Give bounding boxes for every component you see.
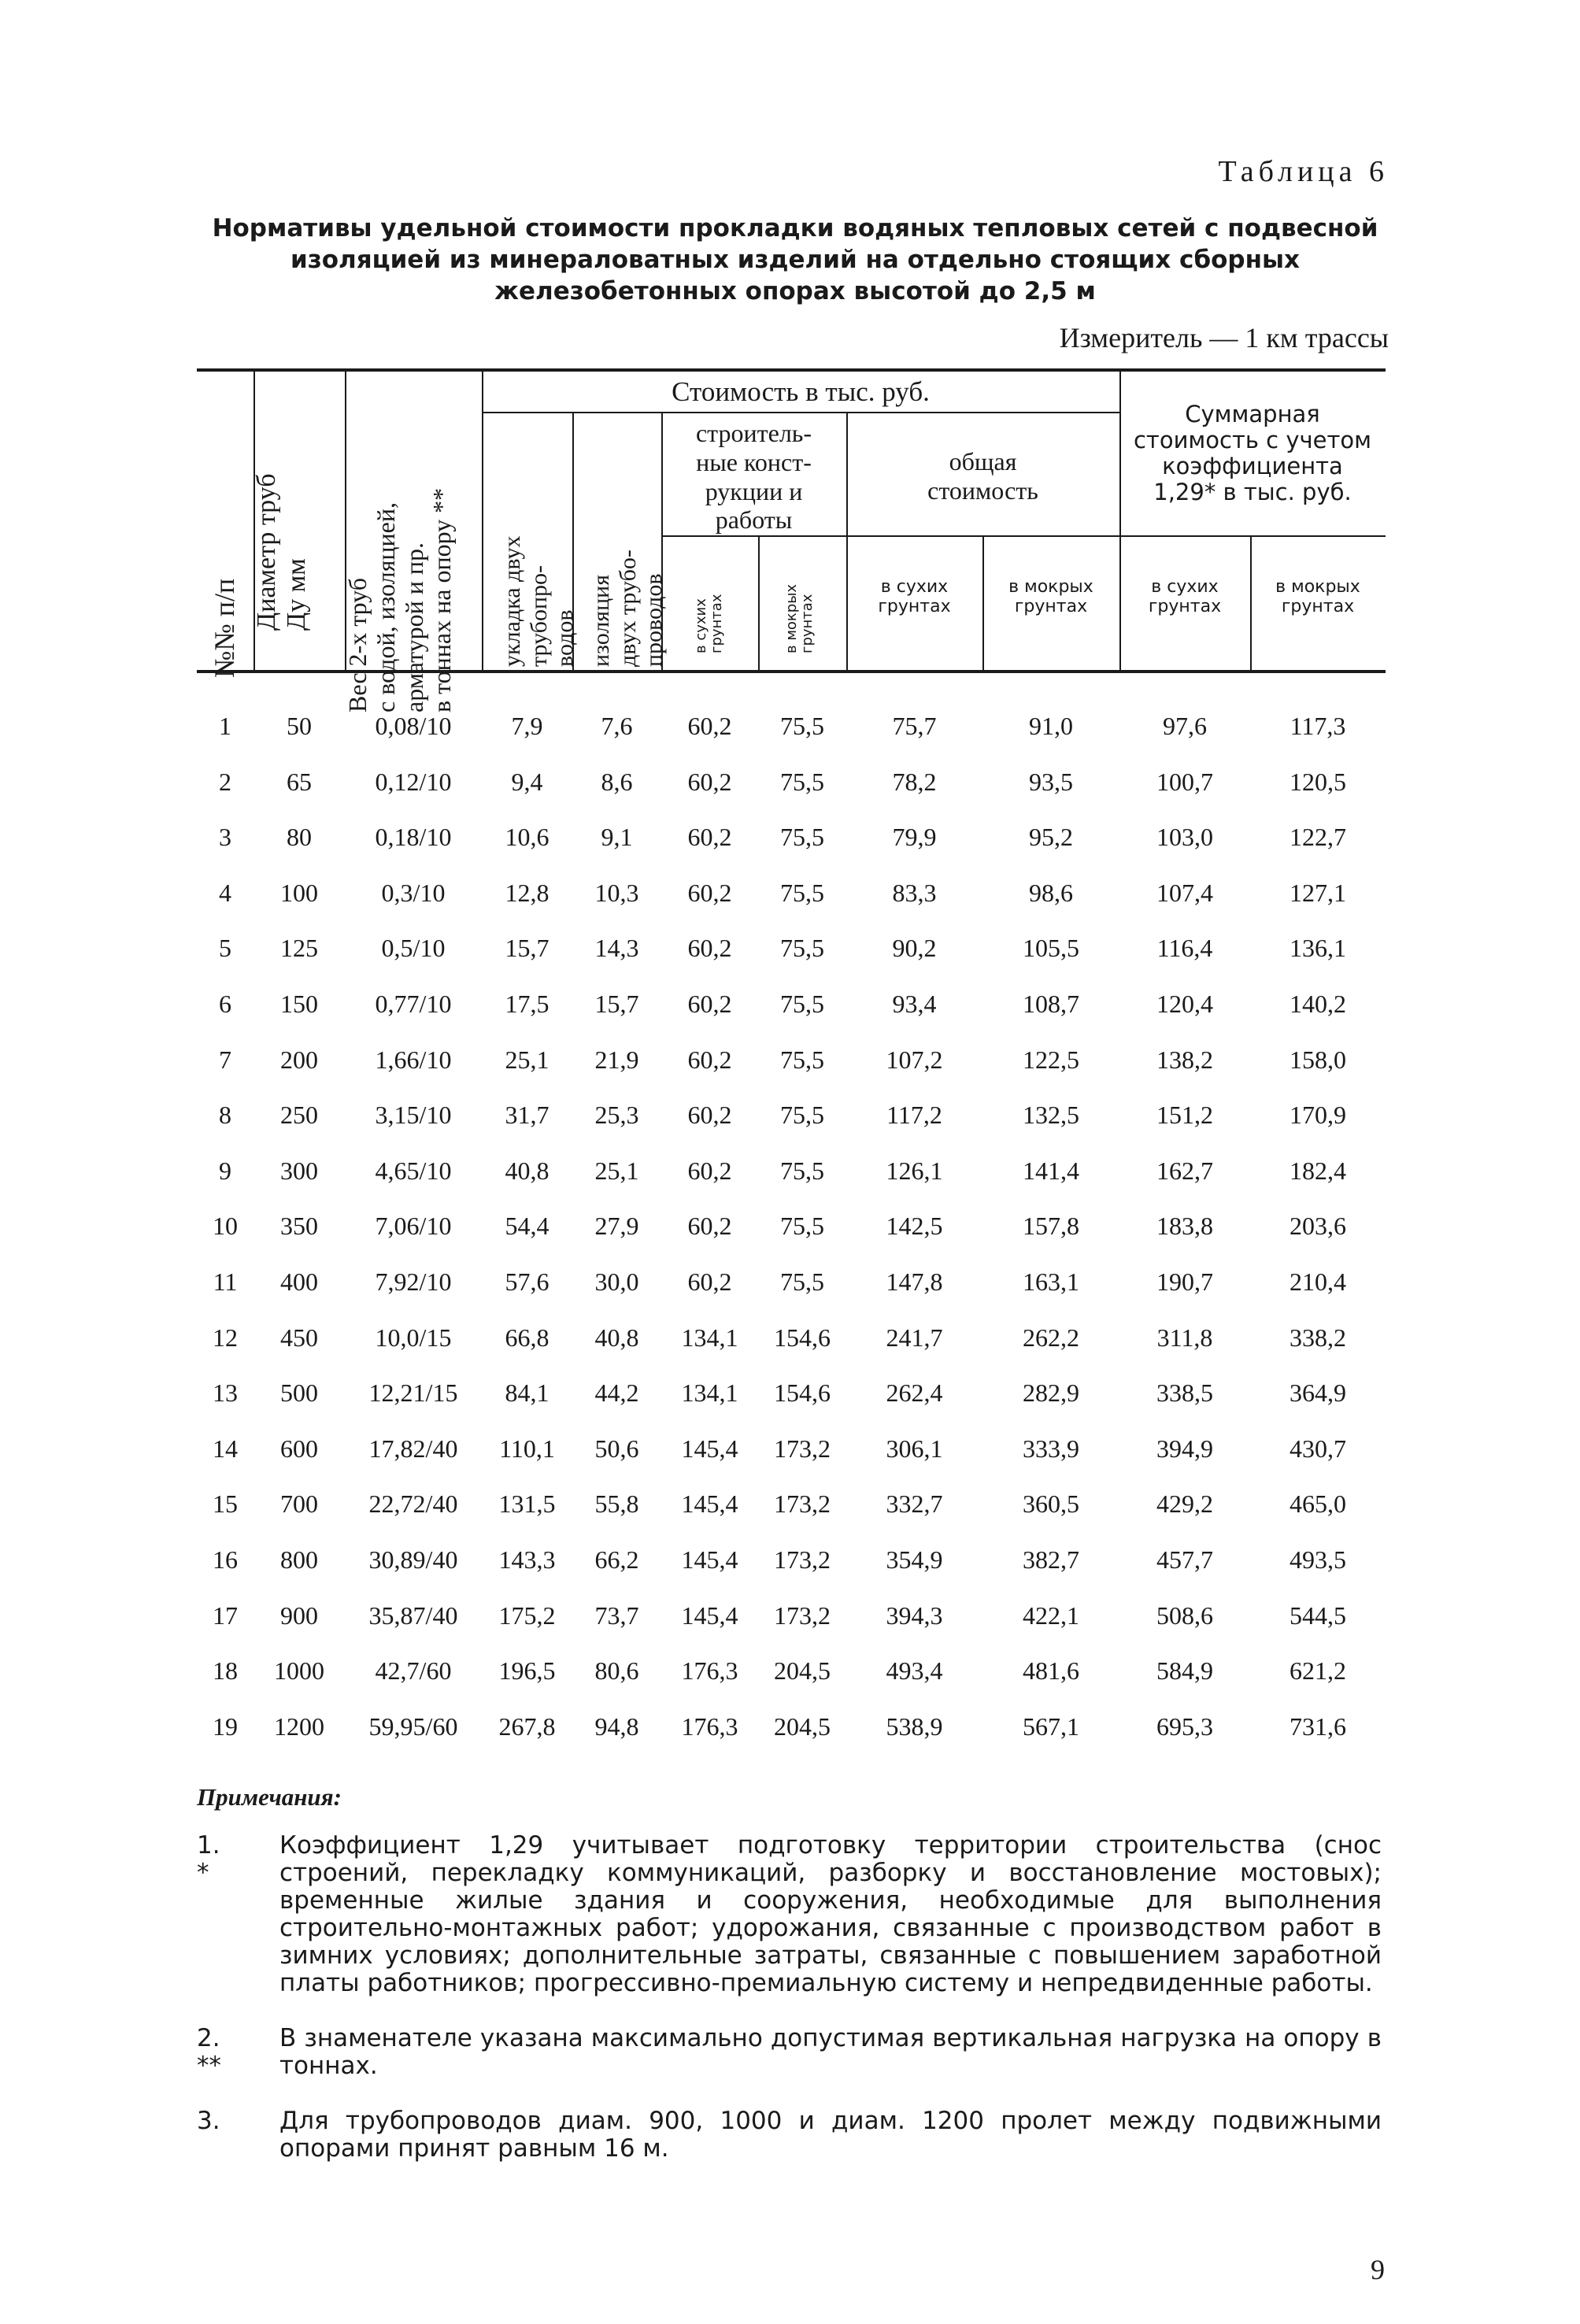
cell-weight: 7,92/10 — [375, 1267, 452, 1296]
cell-structures-dry: 60,2 — [687, 1267, 732, 1296]
cell-laying: 12,8 — [505, 879, 549, 907]
cell-sum-dry: 457,7 — [1156, 1545, 1213, 1574]
title-line: изоляцией из минераловатных изделий на отдельно стоящих сборных — [290, 246, 1301, 274]
cell-total-wet: 567,1 — [1023, 1712, 1079, 1741]
cell-num: 17 — [213, 1601, 238, 1630]
cell-structures-dry: 60,2 — [687, 934, 732, 962]
cell-sum-wet: 170,9 — [1290, 1101, 1346, 1129]
cell-weight: 17,82/40 — [368, 1434, 458, 1463]
cell-num: 18 — [213, 1656, 238, 1685]
cell-sum-wet: 122,7 — [1290, 823, 1346, 851]
cell-total-wet: 262,2 — [1023, 1323, 1079, 1352]
cell-total-wet: 141,4 — [1023, 1156, 1079, 1185]
cell-sum-dry: 584,9 — [1156, 1656, 1213, 1685]
header-sum-dry: в сухих грунтах — [1148, 577, 1222, 617]
cell-laying: 267,8 — [498, 1712, 556, 1741]
cell-sum-dry: 116,4 — [1156, 934, 1213, 962]
cell-num: 13 — [213, 1378, 238, 1407]
cell-total-wet: 98,6 — [1029, 879, 1073, 907]
cell-total-dry: 262,4 — [886, 1378, 943, 1407]
header-structures-wet: в мокрых грунтах — [783, 583, 816, 653]
cell-total-wet: 382,7 — [1023, 1545, 1079, 1574]
cell-structures-dry: 145,4 — [681, 1601, 738, 1630]
col-rule — [758, 537, 760, 672]
cell-total-dry: 354,9 — [886, 1545, 943, 1574]
cell-num: 15 — [213, 1490, 238, 1518]
cell-laying: 15,7 — [505, 934, 549, 962]
note-number: 2. ** — [197, 2024, 221, 2080]
cell-weight: 10,0/15 — [375, 1323, 452, 1352]
cell-total-dry: 142,5 — [886, 1212, 943, 1240]
cell-structures-wet: 75,5 — [780, 1045, 824, 1074]
table-label: Таблица 6 — [1218, 155, 1389, 188]
cell-sum-dry: 429,2 — [1156, 1490, 1213, 1518]
cell-diameter: 300 — [280, 1156, 318, 1185]
cell-total-wet: 333,9 — [1023, 1434, 1079, 1463]
cell-sum-dry: 183,8 — [1156, 1212, 1213, 1240]
cell-total-wet: 105,5 — [1023, 934, 1079, 962]
cell-num: 7 — [219, 1045, 231, 1074]
note-text: Коэффициент 1,29 учитывает подготовку территории строительства (снос строений, перекладку коммуникаций, разборку и восстановление мостовых); временные жилые здания и сооружения, необходимые для выполнения строительно-монтажных работ; удорожания, связанные с производством работ в зимних условиях; дополнительные затраты, связанные с повышением заработной платы работников; прогрессивно-премиальную систему и непредвиденные работы. — [279, 1831, 1382, 1997]
cell-total-wet: 132,5 — [1023, 1101, 1079, 1129]
title-line: Нормативы удельной стоимости прокладки водяных тепловых сетей с подвесной — [212, 214, 1378, 242]
cell-weight: 0,5/10 — [381, 934, 446, 962]
cell-sum-dry: 394,9 — [1156, 1434, 1213, 1463]
header-total: общая стоимость — [927, 447, 1038, 505]
cell-sum-wet: 210,4 — [1290, 1267, 1346, 1296]
cell-laying: 9,4 — [511, 768, 543, 796]
header-sum-wet: в мокрых грунтах — [1275, 577, 1360, 617]
cell-structures-wet: 75,5 — [780, 712, 824, 740]
cell-structures-dry: 60,2 — [687, 1156, 732, 1185]
page-number: 9 — [1371, 2254, 1385, 2285]
header-insulation: изоляция двух трубо- проводов — [588, 550, 668, 667]
cell-insulation: 50,6 — [594, 1434, 639, 1463]
cell-weight: 30,89/40 — [368, 1545, 458, 1574]
cell-laying: 110,1 — [499, 1434, 555, 1463]
cell-laying: 7,9 — [511, 712, 543, 740]
cell-laying: 84,1 — [505, 1378, 549, 1407]
cell-structures-dry: 176,3 — [681, 1712, 738, 1741]
cell-insulation: 40,8 — [594, 1323, 639, 1352]
cell-structures-dry: 60,2 — [687, 1045, 732, 1074]
cell-sum-dry: 338,5 — [1156, 1378, 1213, 1407]
cell-insulation: 9,1 — [601, 823, 633, 851]
cell-weight: 1,66/10 — [375, 1045, 452, 1074]
cell-num: 6 — [219, 990, 231, 1018]
cell-num: 9 — [219, 1156, 231, 1185]
cell-diameter: 700 — [280, 1490, 318, 1518]
cell-num: 14 — [213, 1434, 238, 1463]
cell-structures-wet: 173,2 — [774, 1434, 831, 1463]
cell-weight: 0,3/10 — [381, 879, 446, 907]
cell-structures-wet: 173,2 — [774, 1490, 831, 1518]
cell-structures-dry: 145,4 — [681, 1434, 738, 1463]
cell-structures-wet: 204,5 — [774, 1656, 831, 1685]
sum-subgroup-rule — [1119, 535, 1386, 537]
cell-num: 16 — [213, 1545, 238, 1574]
cell-structures-dry: 176,3 — [681, 1656, 738, 1685]
cell-total-dry: 78,2 — [892, 768, 937, 796]
cell-sum-wet: 493,5 — [1290, 1545, 1346, 1574]
cell-total-wet: 95,2 — [1029, 823, 1073, 851]
note-number: 1. * — [197, 1831, 220, 1887]
cell-sum-wet: 136,1 — [1290, 934, 1346, 962]
cell-num: 5 — [219, 934, 231, 962]
cell-laying: 40,8 — [505, 1156, 549, 1185]
cell-structures-dry: 134,1 — [681, 1323, 738, 1352]
cell-insulation: 15,7 — [594, 990, 639, 1018]
cell-insulation: 14,3 — [594, 934, 639, 962]
cell-insulation: 73,7 — [594, 1601, 639, 1630]
cell-laying: 143,3 — [498, 1545, 556, 1574]
cell-diameter: 1200 — [274, 1712, 324, 1741]
cell-num: 4 — [219, 879, 231, 907]
cell-insulation: 44,2 — [594, 1378, 639, 1407]
cell-weight: 4,65/10 — [375, 1156, 452, 1185]
note-text: В знаменателе указана максимально допустимая вертикальная нагрузка на опору в тоннах. — [279, 2024, 1382, 2080]
cell-total-wet: 91,0 — [1029, 712, 1073, 740]
header-sum: Суммарная стоимость с учетом коэффициента 1,29* в тыс. руб. — [1133, 401, 1371, 505]
cell-total-dry: 107,2 — [886, 1045, 943, 1074]
cell-sum-wet: 338,2 — [1290, 1323, 1346, 1352]
cell-total-wet: 422,1 — [1023, 1601, 1079, 1630]
cell-total-dry: 90,2 — [892, 934, 937, 962]
cell-structures-wet: 75,5 — [780, 1156, 824, 1185]
cell-diameter: 100 — [280, 879, 318, 907]
cell-laying: 54,4 — [505, 1212, 549, 1240]
cell-num: 2 — [219, 768, 231, 796]
cell-sum-wet: 465,0 — [1290, 1490, 1346, 1518]
cell-sum-wet: 127,1 — [1290, 879, 1346, 907]
cell-sum-wet: 158,0 — [1290, 1045, 1346, 1074]
cell-sum-dry: 120,4 — [1156, 990, 1213, 1018]
header-structures: строитель- ные конст- рукции и работы — [695, 419, 812, 535]
cell-structures-wet: 75,5 — [780, 1212, 824, 1240]
note-number: 3. — [197, 2107, 220, 2135]
cell-total-dry: 83,3 — [892, 879, 937, 907]
cell-num: 19 — [213, 1712, 238, 1741]
group-rule — [482, 412, 1119, 413]
header-cost-group: Стоимость в тыс. руб. — [672, 376, 930, 407]
cell-total-dry: 493,4 — [886, 1656, 943, 1685]
cell-sum-dry: 138,2 — [1156, 1045, 1213, 1074]
cell-structures-dry: 60,2 — [687, 768, 732, 796]
cell-insulation: 25,3 — [594, 1101, 639, 1129]
cell-structures-dry: 60,2 — [687, 823, 732, 851]
cell-structures-dry: 60,2 — [687, 1101, 732, 1129]
cell-num: 12 — [213, 1323, 238, 1352]
cell-sum-dry: 97,6 — [1163, 712, 1207, 740]
cell-structures-wet: 75,5 — [780, 823, 824, 851]
cell-total-dry: 306,1 — [886, 1434, 943, 1463]
cell-weight: 0,12/10 — [375, 768, 452, 796]
cell-total-wet: 93,5 — [1029, 768, 1073, 796]
cell-weight: 7,06/10 — [375, 1212, 452, 1240]
cell-structures-dry: 134,1 — [681, 1378, 738, 1407]
subgroup-rule — [661, 535, 1119, 537]
cell-sum-wet: 364,9 — [1290, 1378, 1346, 1407]
cell-insulation: 25,1 — [594, 1156, 639, 1185]
cell-sum-dry: 190,7 — [1156, 1267, 1213, 1296]
cell-insulation: 94,8 — [594, 1712, 639, 1741]
cell-total-dry: 147,8 — [886, 1267, 943, 1296]
cell-sum-wet: 117,3 — [1290, 712, 1346, 740]
cell-structures-dry: 60,2 — [687, 879, 732, 907]
cell-diameter: 500 — [280, 1378, 318, 1407]
cell-total-dry: 126,1 — [886, 1156, 943, 1185]
cell-insulation: 7,6 — [601, 712, 633, 740]
cell-weight: 22,72/40 — [368, 1490, 458, 1518]
cell-structures-wet: 75,5 — [780, 768, 824, 796]
cell-total-dry: 538,9 — [886, 1712, 943, 1741]
cell-total-dry: 394,3 — [886, 1601, 943, 1630]
notes-title: Примечания: — [197, 1783, 342, 1811]
cell-insulation: 21,9 — [594, 1045, 639, 1074]
cell-num: 1 — [219, 712, 231, 740]
cell-laying: 17,5 — [505, 990, 549, 1018]
cell-weight: 0,08/10 — [375, 712, 452, 740]
cell-total-wet: 108,7 — [1023, 990, 1079, 1018]
cell-structures-dry: 60,2 — [687, 712, 732, 740]
header-laying: укладка двух трубопро- водов — [499, 535, 579, 667]
cell-total-wet: 481,6 — [1023, 1656, 1079, 1685]
cell-structures-wet: 204,5 — [774, 1712, 831, 1741]
cell-insulation: 55,8 — [594, 1490, 639, 1518]
cell-structures-wet: 154,6 — [774, 1378, 831, 1407]
cell-num: 10 — [213, 1212, 238, 1240]
cell-diameter: 150 — [280, 990, 318, 1018]
cell-structures-dry: 60,2 — [687, 1212, 732, 1240]
unit-label: Измеритель — 1 км трассы — [1059, 322, 1389, 353]
cell-total-wet: 122,5 — [1023, 1045, 1079, 1074]
cell-insulation: 27,9 — [594, 1212, 639, 1240]
cell-sum-dry: 695,3 — [1156, 1712, 1213, 1741]
cell-structures-wet: 75,5 — [780, 990, 824, 1018]
cell-structures-wet: 75,5 — [780, 879, 824, 907]
cell-num: 11 — [213, 1267, 238, 1296]
cell-laying: 31,7 — [505, 1101, 549, 1129]
note-text: Для трубопроводов диам. 900, 1000 и диам. 1200 пролет между подвижными опорами принят равным 16 м. — [279, 2107, 1382, 2163]
cell-sum-dry: 311,8 — [1156, 1323, 1213, 1352]
cell-insulation: 8,6 — [601, 768, 633, 796]
cell-total-wet: 360,5 — [1023, 1490, 1079, 1518]
cell-diameter: 50 — [287, 712, 312, 740]
cell-sum-wet: 182,4 — [1290, 1156, 1346, 1185]
cell-structures-wet: 173,2 — [774, 1601, 831, 1630]
cell-diameter: 900 — [280, 1601, 318, 1630]
cell-total-dry: 241,7 — [886, 1323, 943, 1352]
cell-diameter: 200 — [280, 1045, 318, 1074]
cell-diameter: 800 — [280, 1545, 318, 1574]
header-total-dry: в сухих грунтах — [878, 577, 951, 617]
cell-insulation: 10,3 — [594, 879, 639, 907]
cell-insulation: 30,0 — [594, 1267, 639, 1296]
cell-laying: 66,8 — [505, 1323, 549, 1352]
cell-sum-wet: 140,2 — [1290, 990, 1346, 1018]
cell-total-wet: 163,1 — [1023, 1267, 1079, 1296]
cell-structures-dry: 145,4 — [681, 1490, 738, 1518]
cell-structures-wet: 173,2 — [774, 1545, 831, 1574]
header-diameter: Диаметр труб Ду мм — [252, 473, 312, 631]
header-structures-dry: в сухих грунтах — [693, 594, 726, 653]
cell-insulation: 80,6 — [594, 1656, 639, 1685]
cell-insulation: 66,2 — [594, 1545, 639, 1574]
cell-diameter: 80 — [287, 823, 312, 851]
cell-weight: 0,77/10 — [375, 990, 452, 1018]
cell-weight: 35,87/40 — [368, 1601, 458, 1630]
cell-laying: 131,5 — [498, 1490, 556, 1518]
header-weight: Вес 2-х труб с водой, изоляцией, арматурой и пр. в тоннах на опору ** — [343, 487, 457, 712]
cell-structures-wet: 75,5 — [780, 934, 824, 962]
cell-structures-dry: 145,4 — [681, 1545, 738, 1574]
col-rule — [482, 370, 483, 672]
cell-diameter: 250 — [280, 1101, 318, 1129]
cell-sum-wet: 544,5 — [1290, 1601, 1346, 1630]
cell-diameter: 450 — [280, 1323, 318, 1352]
cell-laying: 196,5 — [498, 1656, 556, 1685]
cell-laying: 175,2 — [498, 1601, 556, 1630]
header-num: №№ п/п — [209, 578, 240, 678]
cell-structures-wet: 75,5 — [780, 1101, 824, 1129]
cell-total-dry: 93,4 — [892, 990, 937, 1018]
cell-sum-dry: 107,4 — [1156, 879, 1213, 907]
cell-weight: 42,7/60 — [375, 1656, 452, 1685]
cell-total-dry: 79,9 — [892, 823, 937, 851]
cell-diameter: 125 — [280, 934, 318, 962]
title-line: железобетонных опорах высотой до 2,5 м — [494, 277, 1096, 305]
cell-sum-wet: 120,5 — [1290, 768, 1346, 796]
cell-diameter: 350 — [280, 1212, 318, 1240]
table-title — [197, 213, 1393, 307]
cell-diameter: 600 — [280, 1434, 318, 1463]
cell-sum-dry: 103,0 — [1156, 823, 1213, 851]
cell-weight: 3,15/10 — [375, 1101, 452, 1129]
cell-total-dry: 117,2 — [886, 1101, 942, 1129]
cell-num: 3 — [219, 823, 231, 851]
cell-laying: 10,6 — [505, 823, 549, 851]
cell-diameter: 65 — [287, 768, 312, 796]
table-top-rule — [197, 368, 1386, 372]
cell-diameter: 400 — [280, 1267, 318, 1296]
cell-total-wet: 282,9 — [1023, 1378, 1079, 1407]
cell-sum-dry: 162,7 — [1156, 1156, 1213, 1185]
cell-num: 8 — [219, 1101, 231, 1129]
cell-structures-wet: 154,6 — [774, 1323, 831, 1352]
cell-total-dry: 75,7 — [892, 712, 937, 740]
cell-sum-wet: 203,6 — [1290, 1212, 1346, 1240]
cell-weight: 59,95/60 — [368, 1712, 458, 1741]
cell-structures-dry: 60,2 — [687, 990, 732, 1018]
cell-laying: 25,1 — [505, 1045, 549, 1074]
cell-laying: 57,6 — [505, 1267, 549, 1296]
cell-total-wet: 157,8 — [1023, 1212, 1079, 1240]
cell-sum-wet: 430,7 — [1290, 1434, 1346, 1463]
cell-sum-dry: 100,7 — [1156, 768, 1213, 796]
cell-weight: 0,18/10 — [375, 823, 452, 851]
cell-sum-dry: 151,2 — [1156, 1101, 1213, 1129]
cell-diameter: 1000 — [274, 1656, 324, 1685]
cell-structures-wet: 75,5 — [780, 1267, 824, 1296]
cell-sum-wet: 731,6 — [1290, 1712, 1346, 1741]
cell-sum-dry: 508,6 — [1156, 1601, 1213, 1630]
cell-weight: 12,21/15 — [368, 1378, 458, 1407]
cell-total-dry: 332,7 — [886, 1490, 943, 1518]
header-total-wet: в мокрых грунтах — [1008, 577, 1093, 617]
cell-sum-wet: 621,2 — [1290, 1656, 1346, 1685]
